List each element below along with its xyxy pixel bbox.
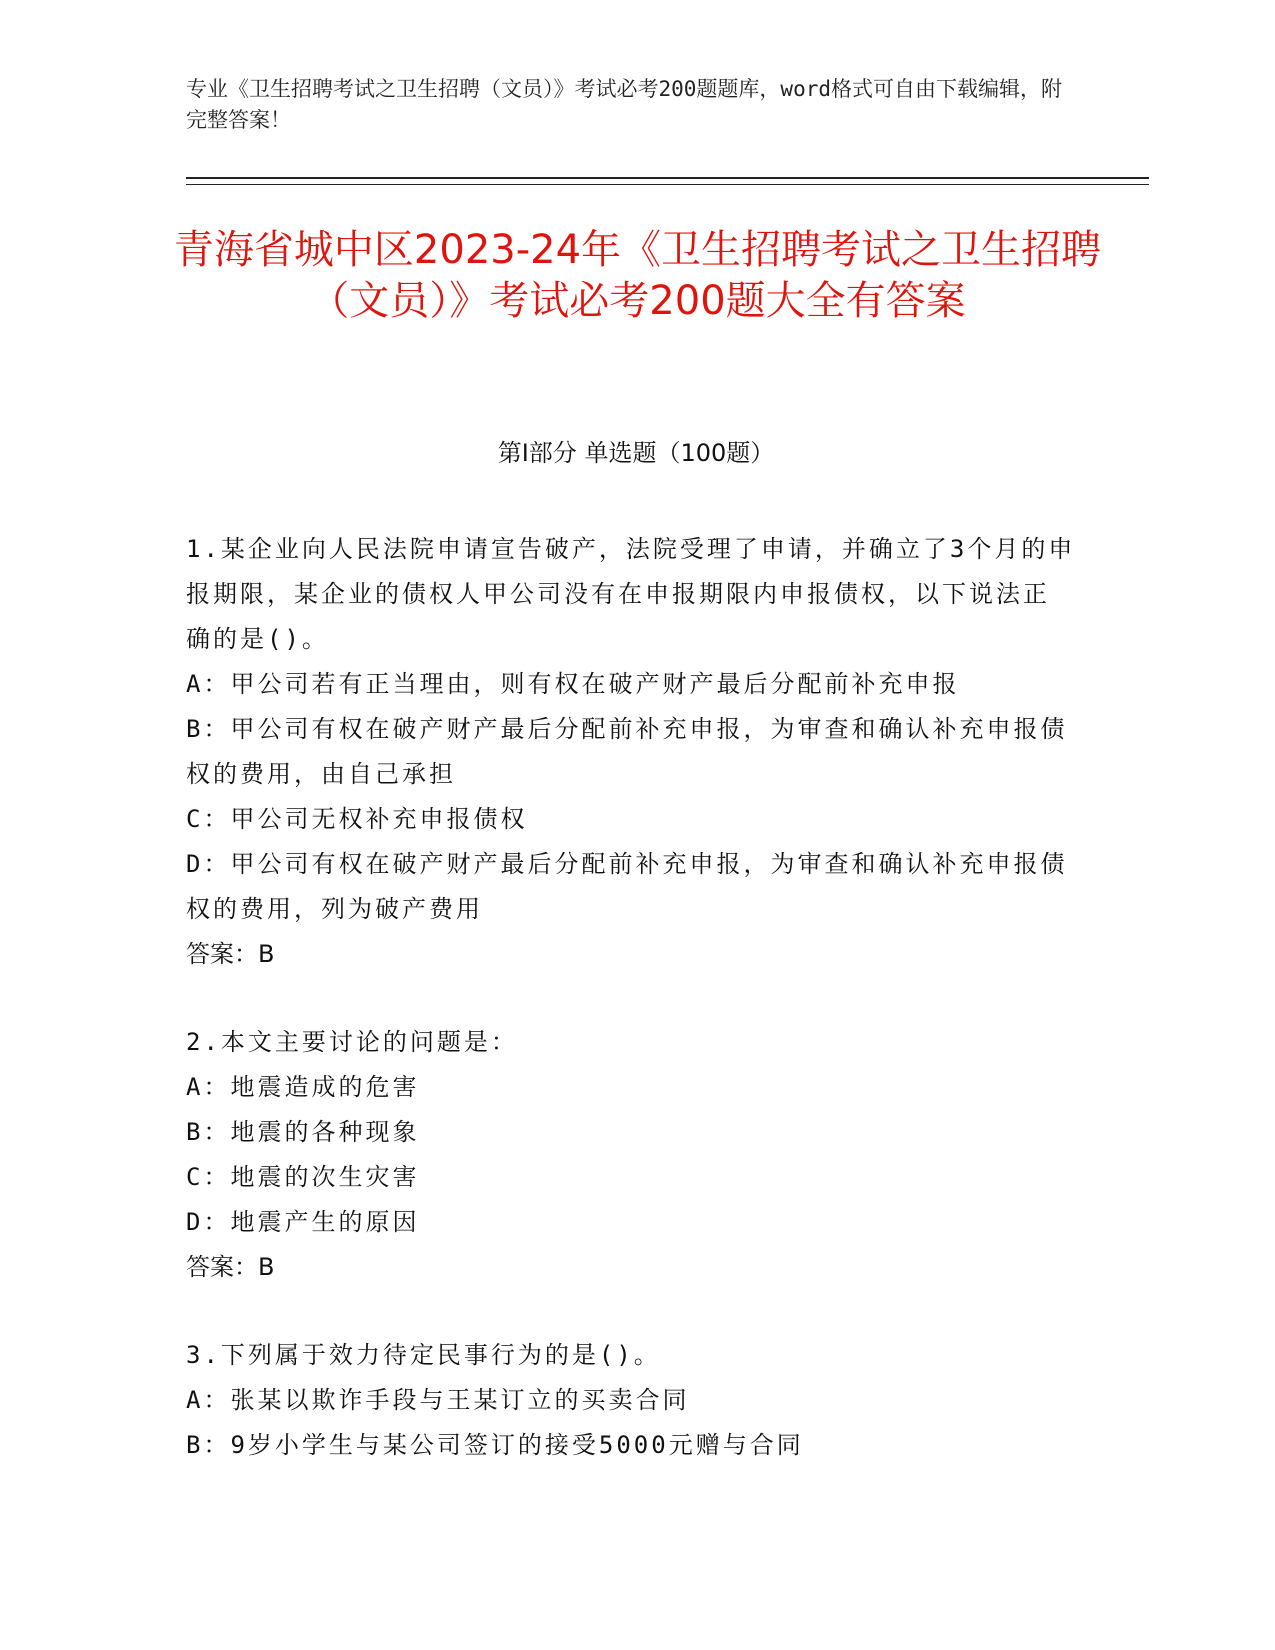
document-title: 青海省城中区2023-24年《卫生招聘考试之卫生招聘（文员）》考试必考200题大全有答案 — [173, 227, 1102, 324]
question-stem: 3.下列属于效力待定民事行为的是()。 — [186, 1341, 661, 1369]
option-b: B：9岁小学生与某公司签订的接受5000元赠与合同 — [186, 1431, 804, 1459]
section-heading: 第I部分 单选题（100题） — [497, 439, 775, 467]
question-stem: 2.本文主要讨论的问题是： — [186, 1028, 518, 1056]
question-3 — [186, 1333, 1076, 1468]
option-d: D：甲公司有权在破产财产最后分配前补充申报，为审查和确认补充申报债权的费用，列为破产费用 — [186, 850, 1068, 923]
option-a: A：张某以欺诈手段与王某订立的买卖合同 — [186, 1386, 690, 1414]
answer: 答案：B — [186, 1253, 275, 1281]
option-c: C：地震的次生灾害 — [186, 1163, 420, 1191]
question-list — [186, 527, 1076, 1511]
question-2 — [186, 1020, 1076, 1290]
header-divider-thick — [186, 177, 1149, 179]
answer: 答案：B — [186, 940, 275, 968]
question-stem: 1.某企业向人民法院申请宣告破产，法院受理了申请，并确立了3个月的申报期限，某企业的债权人甲公司没有在申报期限内申报债权，以下说法正确的是()。 — [186, 535, 1076, 653]
option-b: B：地震的各种现象 — [186, 1118, 420, 1146]
option-a: A：甲公司若有正当理由，则有权在破产财产最后分配前补充申报 — [186, 670, 960, 698]
option-d: D：地震产生的原因 — [186, 1208, 420, 1236]
header-note: 专业《卫生招聘考试之卫生招聘（文员）》考试必考200题题库，word格式可自由下载编辑，附完整答案！ — [186, 77, 1062, 132]
header-divider-thin — [186, 184, 1149, 185]
option-b: B：甲公司有权在破产财产最后分配前补充申报，为审查和确认补充申报债权的费用，由自己承担 — [186, 715, 1068, 788]
option-c: C：甲公司无权补充申报债权 — [186, 805, 528, 833]
option-a: A：地震造成的危害 — [186, 1073, 420, 1101]
question-1 — [186, 527, 1076, 977]
